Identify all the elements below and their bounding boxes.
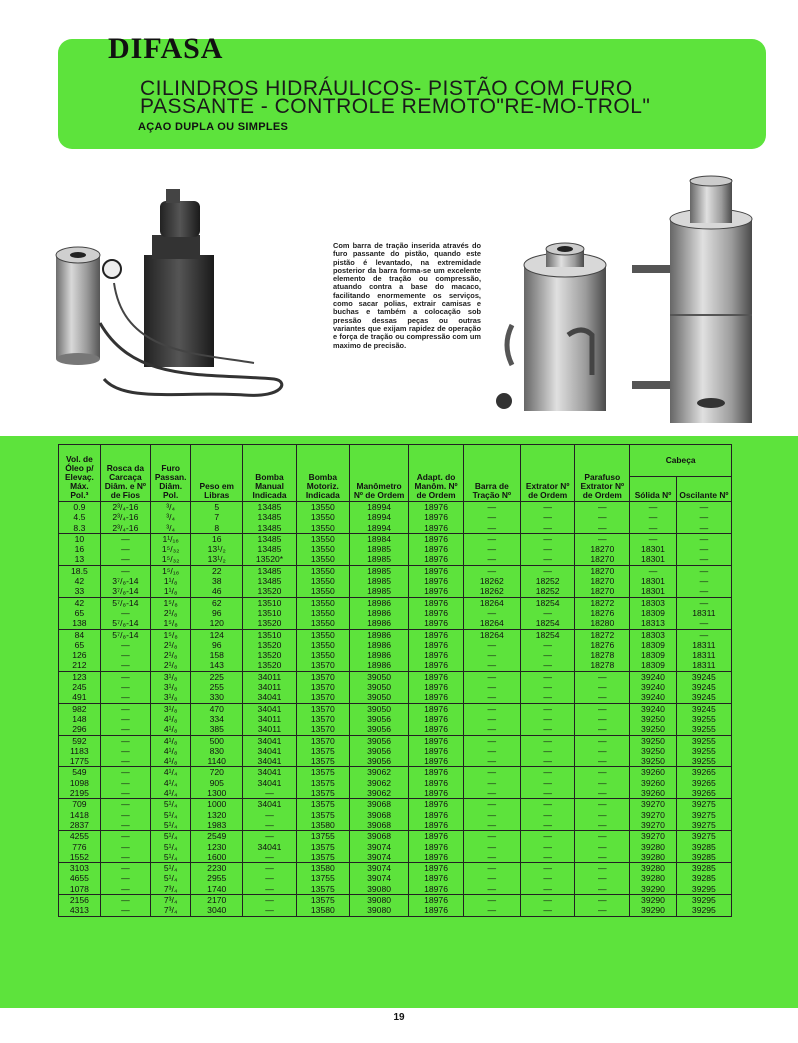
table-cell: 18254 — 18254 [520, 597, 574, 629]
table-cell: 34011 34011 34041 [243, 671, 297, 703]
table-cell: — — — [100, 671, 150, 703]
table-cell: 18272 18276 18278 18278 [575, 629, 630, 671]
table-cell: 18272 18276 18280 [575, 597, 630, 629]
table-cell: 39050 39056 39056 [349, 703, 409, 735]
table-cell: — — — [463, 735, 520, 767]
table-cell: — 18262 18262 [463, 565, 520, 597]
table-cell: 34041 34041 34041 [243, 735, 297, 767]
table-cell: — — — [676, 533, 731, 565]
table-cell: 34041 34041 — [243, 767, 297, 799]
col-header-rosca-carcaca: Rosca da Carcaça Diâm. e Nº de Fios [100, 445, 150, 502]
table-row [59, 799, 732, 831]
table-cell: — 18311 — [676, 597, 731, 629]
table-row [59, 863, 732, 895]
table-cell: 16 13¹/₂ 13¹/₂ [191, 533, 243, 565]
table-row [59, 597, 732, 629]
table-cell: 18976 18976 18976 [409, 767, 463, 799]
table-cell: 1⁵/₈ 2¹/₈ 2¹/₈ 2¹/₈ [150, 629, 190, 671]
table-cell: 18984 18985 18985 [349, 533, 409, 565]
table-cell: 13575 13575 13580 [296, 799, 349, 831]
specs-table [58, 444, 732, 917]
table-cell: 39245 39255 39255 [676, 703, 731, 735]
table-cell: 5¹/₄ 5¹/₄ 5¹/₄ [150, 799, 190, 831]
table-cell: 18994 18994 18994 [349, 502, 409, 534]
table-cell: 18270 18270 18270 [575, 565, 630, 597]
page-number: 19 [393, 1012, 405, 1023]
table-cell: 13570 13570 13570 [296, 703, 349, 735]
table-cell: 42 65 138 [59, 597, 101, 629]
table-cell: — — — [100, 735, 150, 767]
col-header-cabeca-solida: Sólida Nº [630, 477, 677, 502]
table-cell: 10 16 13 [59, 533, 101, 565]
table-cell: 13575 13580 [296, 894, 349, 916]
col-header-manometro: Manômetro Nº de Ordem [349, 445, 409, 502]
table-cell: 18303 18309 18313 [630, 597, 677, 629]
table-cell: 39275 39285 39285 [676, 831, 731, 863]
col-header-barra-tracao: Barra de Tração Nº [463, 445, 520, 502]
table-cell: 4¹/₄ 4¹/₄ 4¹/₄ [150, 767, 190, 799]
table-cell: 13570 13570 13570 [296, 671, 349, 703]
table-cell: 18264 — 18264 [463, 597, 520, 629]
table-cell: — — — [575, 831, 630, 863]
table-cell: 4255 776 1552 [59, 831, 101, 863]
table-cell: 18976 18976 18976 [409, 533, 463, 565]
table-cell: 18976 18976 18976 [409, 703, 463, 735]
col-header-peso: Peso em Libras [191, 445, 243, 502]
table-cell: 18976 18976 18976 [409, 671, 463, 703]
table-cell: 5¹/₄ 5¹/₄ 7³/₄ [150, 863, 190, 895]
table-cell: 18976 18976 18976 [409, 565, 463, 597]
table-cell: — — — [520, 671, 574, 703]
table-row [59, 502, 732, 534]
col-header-bomba-motoriz: Bomba Motoriz. Indicada [296, 445, 349, 502]
table-cell: 34041 — — [243, 799, 297, 831]
table-cell: — — [520, 894, 574, 916]
table-cell: 13510 13510 13520 [243, 597, 297, 629]
table-cell: — — — [520, 767, 574, 799]
table-cell: — 3⁷/₈-14 3⁷/₈-14 [100, 565, 150, 597]
table-cell: 3¹/₈ 4¹/₈ 4¹/₈ [150, 703, 190, 735]
table-cell: 39074 39074 39080 [349, 863, 409, 895]
table-cell: 18976 18976 18976 [409, 831, 463, 863]
table-cell: — 18311 18311 18311 [676, 629, 731, 671]
col-header-vol-oleo: Vol. de Óleo p/ Elevaç. Máx. Pol.³ [59, 445, 101, 502]
col-header-cabeca-oscilante: Oscilante Nº [676, 477, 731, 502]
table-cell: 39240 39250 39250 [630, 703, 677, 735]
table-cell: 2156 4313 [59, 894, 101, 916]
table-row [59, 767, 732, 799]
table-cell: — — — [520, 502, 574, 534]
table-row [59, 671, 732, 703]
table-cell: 39245 39245 39245 [676, 671, 731, 703]
table-cell: 18976 18976 18976 [409, 502, 463, 534]
table-cell: 3103 4655 1078 [59, 863, 101, 895]
title-line-2: PASSANTE - CONTROLE REMOTO"RE-MO-TROL" [140, 95, 651, 118]
table-cell: 709 1418 2837 [59, 799, 101, 831]
table-cell: — — — [520, 735, 574, 767]
table-cell: 7³/₄ 7³/₄ [150, 894, 190, 916]
table-cell: 500 830 1140 [191, 735, 243, 767]
col-header-parafuso-extrator: Parafuso Extrator Nº de Ordem [575, 445, 630, 502]
table-cell: — — — [463, 671, 520, 703]
table-cell: — — — [575, 767, 630, 799]
table-cell: 5¹/₄ 5¹/₄ 5¹/₄ [150, 831, 190, 863]
table-cell: 39080 39080 [349, 894, 409, 916]
table-cell: 13550 13550 13550 [296, 597, 349, 629]
table-cell: — — [463, 894, 520, 916]
table-cell: — — — [520, 533, 574, 565]
table-cell: 124 96 158 143 [191, 629, 243, 671]
table-cell: 4¹/₈ 4¹/₈ 4¹/₈ [150, 735, 190, 767]
table-cell: — 18270 18270 [575, 533, 630, 565]
col-header-furo-passante: Furo Passan. Diâm. Pol. [150, 445, 190, 502]
table-cell: 2549 1230 1600 [191, 831, 243, 863]
table-cell: 39280 39280 39290 [630, 863, 677, 895]
table-row [59, 629, 732, 671]
table-cell: 13755 13575 13575 [296, 831, 349, 863]
table-cell: 39270 39280 39280 [630, 831, 677, 863]
table-cell: 13580 13755 13575 [296, 863, 349, 895]
col-header-extrator: Extrator Nº de Ordem [520, 445, 574, 502]
table-cell: 13550 13550 13550 [296, 502, 349, 534]
table-cell: 39275 39275 39275 [676, 799, 731, 831]
table-cell: 1⁵/₁₆ 1¹/₈ 1¹/₈ [150, 565, 190, 597]
table-cell: 39255 39255 39255 [676, 735, 731, 767]
table-cell: — — — [463, 533, 520, 565]
table-cell: 62 96 120 [191, 597, 243, 629]
table-cell: 225 255 330 [191, 671, 243, 703]
table-cell: — — [100, 894, 150, 916]
table-cell: 18985 18985 18985 [349, 565, 409, 597]
table-cell: 39056 39056 39056 [349, 735, 409, 767]
table-cell: — — — [520, 863, 574, 895]
table-cell: 13570 13575 13575 [296, 735, 349, 767]
table-cell: — — — [463, 799, 520, 831]
table-cell: 2170 3040 [191, 894, 243, 916]
table-cell: 1000 1320 1983 [191, 799, 243, 831]
table-cell: — — — [243, 863, 297, 895]
table-cell: 18.5 42 33 [59, 565, 101, 597]
table-cell: 3¹/₈ 3¹/₈ 3¹/₈ [150, 671, 190, 703]
table-cell: — — — [100, 533, 150, 565]
page-subtitle: AÇAO DUPLA OU SIMPLES [138, 121, 289, 133]
table-cell: 39265 39265 39265 [676, 767, 731, 799]
page-title [140, 77, 740, 118]
col-header-bomba-manual: Bomba Manual Indicada [243, 445, 297, 502]
table-cell: 13550 13550 13550 [296, 565, 349, 597]
table-cell: 18264 — — — [463, 629, 520, 671]
description-text: Com barra de tração inserida através do furo passante do pistão, quando este pistão é levantado, na extremidade posterior da barra forma-se um excelente elemento de tração ou compressão, atuando contra a base do macaco, facilitando enormemente os serviços, como sacar polias, extrair camisas e buchas e também a colocação sob pressão dessas peças ou outras variantes que exijam rapidez de operação e força de tração ou compressão com um maximo de precisão. [333, 241, 481, 350]
table-cell: 18976 18976 18976 [409, 735, 463, 767]
table-cell: — — — [575, 703, 630, 735]
table-cell: 18976 18976 [409, 894, 463, 916]
table-cell: — — — [100, 831, 150, 863]
table-cell: — 18301 18301 [630, 533, 677, 565]
table-cell: — — — [630, 502, 677, 534]
table-cell: — — — [100, 799, 150, 831]
col-header-cabeca: Cabeça [630, 445, 732, 477]
table-row [59, 565, 732, 597]
table-cell: 549 1098 2195 [59, 767, 101, 799]
table-cell: 39068 39074 39074 [349, 831, 409, 863]
table-cell: 18976 18976 18976 [409, 799, 463, 831]
table-cell: — — — [575, 735, 630, 767]
table-cell: — — — [575, 502, 630, 534]
table-cell: — 18301 18301 [630, 565, 677, 597]
table-cell: — — — [463, 502, 520, 534]
table-cell: — — — [463, 703, 520, 735]
cylinders-photo [484, 175, 770, 425]
table-cell: — — — [575, 799, 630, 831]
table-cell: — — — [575, 863, 630, 895]
table-cell: 13510 13520 13520 13520 [243, 629, 297, 671]
table-cell: 39285 39285 39295 [676, 863, 731, 895]
table-cell: 18976 18976 18976 [409, 863, 463, 895]
table-cell: 18303 18309 18309 18309 [630, 629, 677, 671]
specs-table-body [59, 502, 732, 917]
table-cell: 39062 39062 39062 [349, 767, 409, 799]
table-cell: — — — [520, 799, 574, 831]
table-cell: 39250 39250 39250 [630, 735, 677, 767]
table-cell: 13550 13550 13550 13570 [296, 629, 349, 671]
table-row [59, 703, 732, 735]
table-cell: 18254 — — — [520, 629, 574, 671]
table-cell: 2³/₄-16 2³/₄-16 2³/₄-16 [100, 502, 150, 534]
table-cell: 13485 13485 13485 [243, 502, 297, 534]
table-cell: — — — [463, 767, 520, 799]
specs-panel [0, 436, 798, 1008]
table-cell: 13485 13485 13520* [243, 533, 297, 565]
table-cell: 39240 39240 39240 [630, 671, 677, 703]
table-cell: 18976 18976 18976 18976 [409, 629, 463, 671]
table-cell: 5 7 8 [191, 502, 243, 534]
table-cell: 13485 13485 13520 [243, 565, 297, 597]
table-cell: — — — [463, 863, 520, 895]
table-cell: 13550 13550 13550 [296, 533, 349, 565]
table-cell: 1⁵/₈ 2¹/₈ 1⁵/₈ [150, 597, 190, 629]
table-cell: 39050 39050 39050 [349, 671, 409, 703]
table-cell: — — — [676, 502, 731, 534]
table-cell: 13575 13575 13575 [296, 767, 349, 799]
title-line-1: CILINDROS HIDRÁULICOS- PISTÃO COM FURO [140, 77, 633, 100]
table-cell: 18986 18986 18986 [349, 597, 409, 629]
table-cell: 2230 2955 1740 [191, 863, 243, 895]
table-cell: — — — [520, 831, 574, 863]
table-row [59, 831, 732, 863]
table-cell: 34041 34011 34011 [243, 703, 297, 735]
table-cell: — — — [100, 703, 150, 735]
table-cell: — — — [100, 863, 150, 895]
table-cell: 39260 39260 39260 [630, 767, 677, 799]
table-cell: 982 148 296 [59, 703, 101, 735]
table-cell: — — — [100, 767, 150, 799]
table-cell: 39270 39270 39270 [630, 799, 677, 831]
table-cell: — — — [575, 671, 630, 703]
table-cell: 39295 39295 [676, 894, 731, 916]
table-cell: 18986 18986 18986 18986 [349, 629, 409, 671]
table-cell: 5⁷/₈-14 — — — [100, 629, 150, 671]
table-cell: 592 1183 1775 [59, 735, 101, 767]
table-cell: 5⁷/₈-14 — 5⁷/₈-14 [100, 597, 150, 629]
table-cell: — 34041 — [243, 831, 297, 863]
table-cell: 1¹/₁₆ 1⁵/₃₂ 1⁵/₃₂ [150, 533, 190, 565]
table-cell: 39290 39290 [630, 894, 677, 916]
table-cell: 0.9 4.5 8.3 [59, 502, 101, 534]
table-cell: 123 245 491 [59, 671, 101, 703]
table-cell: — 18252 18252 [520, 565, 574, 597]
table-cell: 22 38 46 [191, 565, 243, 597]
brand-logo: DIFASA [108, 32, 224, 65]
table-row [59, 735, 732, 767]
col-header-adapt-manometro: Adapt. do Manôm. Nº de Ordem [409, 445, 463, 502]
cylinder-pump-photo [44, 183, 292, 423]
table-cell: 720 905 1300 [191, 767, 243, 799]
table-cell: 18976 18976 18976 [409, 597, 463, 629]
table-cell: — — — [676, 565, 731, 597]
table-cell: ³/₄ ³/₄ ³/₄ [150, 502, 190, 534]
table-row [59, 894, 732, 916]
table-cell: — — — [520, 703, 574, 735]
table-cell: — — [243, 894, 297, 916]
table-cell: — — [575, 894, 630, 916]
table-cell: 470 334 385 [191, 703, 243, 735]
table-cell: 84 65 126 212 [59, 629, 101, 671]
table-cell: 39068 39068 39068 [349, 799, 409, 831]
table-row [59, 533, 732, 565]
table-cell: — — — [463, 831, 520, 863]
